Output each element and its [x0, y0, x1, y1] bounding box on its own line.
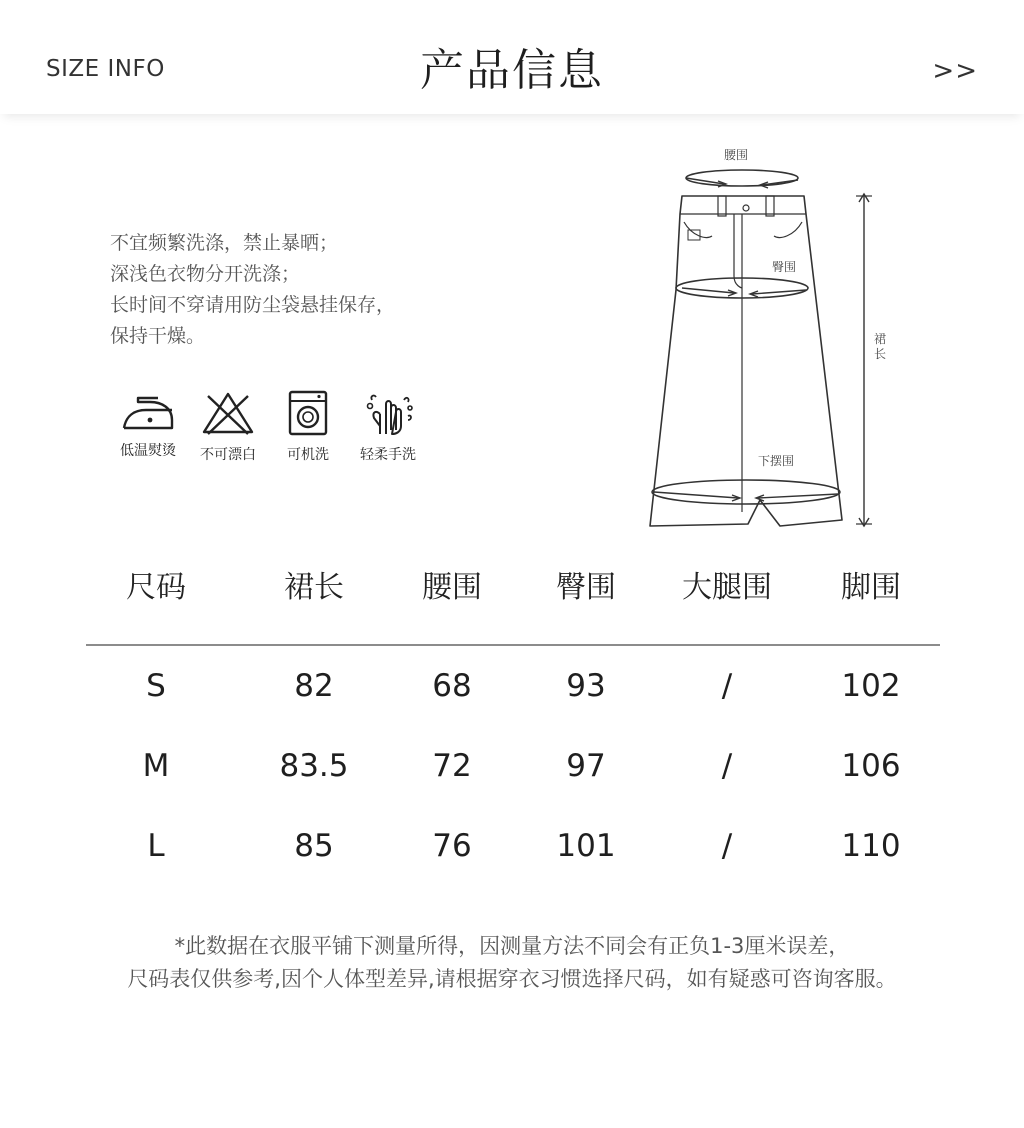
care-line: 长时间不穿请用防尘袋悬挂保存， — [110, 294, 396, 316]
header-cell: 腰围 — [422, 570, 482, 605]
size-table-header — [86, 550, 940, 646]
table-cell: 102 — [841, 668, 901, 704]
header-cell: 大腿围 — [682, 570, 772, 605]
page-title: 产品信息 — [420, 45, 604, 96]
page-header — [0, 0, 1024, 114]
care-line: 保持干燥。 — [110, 325, 206, 347]
table-cell: S — [146, 668, 166, 704]
table-cell: 110 — [841, 828, 901, 864]
machine-wash-icon — [278, 390, 338, 436]
care-icon-label: 轻柔手洗 — [360, 447, 416, 463]
skirt-illustration — [630, 140, 910, 540]
table-cell: / — [721, 828, 733, 864]
table-cell: 106 — [841, 748, 901, 784]
hand-wash-icon — [358, 390, 418, 436]
table-cell: M — [142, 748, 170, 784]
skirt-diagram — [630, 140, 910, 540]
table-row — [86, 726, 940, 806]
length-label: 裙长 — [874, 332, 887, 361]
low-iron-icon — [118, 390, 178, 432]
table-row — [86, 646, 940, 726]
header-cell: 脚围 — [841, 570, 901, 605]
no-bleach-icon — [198, 390, 258, 436]
care-icon-label: 不可漂白 — [200, 447, 256, 463]
footnote — [0, 930, 1024, 996]
size-info-label: SIZE INFO — [46, 56, 165, 82]
table-row — [86, 806, 940, 886]
table-cell: 101 — [556, 828, 616, 864]
care-icon-item — [268, 390, 348, 464]
table-cell: 68 — [432, 668, 472, 704]
care-icon-item — [348, 390, 428, 464]
hem-label: 下摆围 — [758, 454, 795, 468]
header-cell: 尺码 — [126, 570, 186, 605]
footnote-line: 尺码表仅供参考,因个人体型差异,请根据穿衣习惯选择尺码，如有疑惑可咨询客服。 — [127, 967, 897, 991]
table-cell: 82 — [294, 668, 334, 704]
table-cell: 72 — [432, 748, 472, 784]
table-cell: L — [147, 828, 165, 864]
footnote-line: *此数据在衣服平铺下测量所得，因测量方法不同会有正负1-3厘米误差， — [174, 934, 850, 958]
care-instructions — [110, 228, 530, 352]
care-icon-item — [188, 390, 268, 464]
care-line: 不宜频繁洗涤，禁止暴晒； — [110, 232, 339, 254]
size-table — [86, 550, 940, 886]
table-cell: 76 — [432, 828, 472, 864]
table-cell: 97 — [566, 748, 606, 784]
care-icon-item — [108, 390, 188, 460]
header-cell: 裙长 — [284, 570, 344, 605]
table-cell: 83.5 — [279, 748, 349, 784]
waist-label: 腰围 — [724, 148, 749, 162]
care-icons — [108, 390, 448, 480]
care-icon-label: 可机洗 — [287, 447, 329, 463]
care-line: 深浅色衣物分开洗涤； — [110, 263, 301, 285]
table-cell: 85 — [294, 828, 334, 864]
table-cell: / — [721, 748, 733, 784]
table-cell: / — [721, 668, 733, 704]
header-cell: 臀围 — [556, 570, 616, 605]
table-cell: 93 — [566, 668, 606, 704]
care-icon-label: 低温熨烫 — [120, 443, 176, 459]
more-link[interactable]: >> — [932, 56, 978, 86]
hip-label: 臀围 — [772, 260, 797, 274]
